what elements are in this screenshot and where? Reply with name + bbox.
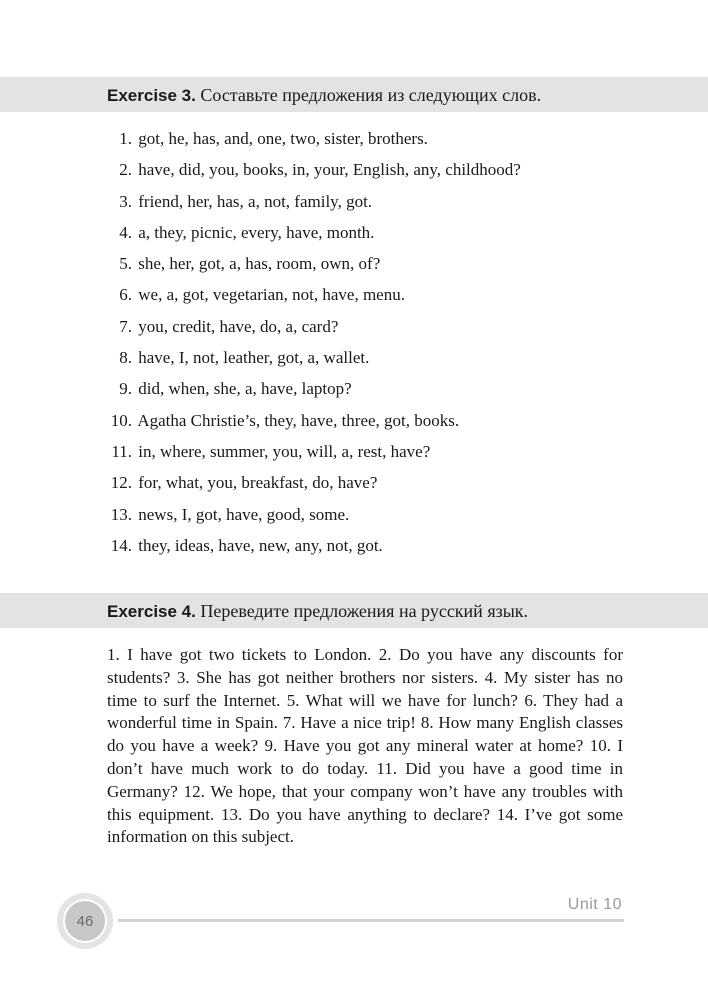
item-text: did, when, she, a, have, laptop? xyxy=(138,379,352,399)
item-number: 6. xyxy=(119,285,132,305)
exercise-4-title xyxy=(107,600,528,623)
item-number: 2. xyxy=(119,160,132,180)
item-text: for, what, you, breakfast, do, have? xyxy=(138,473,378,493)
unit-label: Unit 10 xyxy=(567,896,622,913)
list-item xyxy=(104,345,644,376)
item-text: have, I, not, leather, got, a, wallet. xyxy=(138,348,370,368)
page-number: 46 xyxy=(63,899,107,943)
item-text: a, they, picnic, every, have, month. xyxy=(138,222,375,242)
item-text: Agatha Christie’s, they, have, three, got, books. xyxy=(137,410,460,430)
exercise-3-label: Exercise 3. xyxy=(107,86,196,105)
exercise-3-title xyxy=(107,84,541,107)
footer-divider xyxy=(118,919,624,922)
list-item xyxy=(104,220,644,251)
item-text: she, her, got, a, has, room, own, of? xyxy=(138,254,381,274)
list-item xyxy=(104,126,644,157)
item-text: got, he, has, and, one, two, sister, brothers. xyxy=(138,129,428,148)
item-number: 1. xyxy=(119,129,132,148)
item-text: they, ideas, have, new, any, not, got. xyxy=(138,535,383,555)
item-number: 9. xyxy=(119,379,132,399)
exercise-3-list xyxy=(104,126,644,564)
item-number: 12. xyxy=(110,473,132,493)
exercise-3-instruction: Составьте предложения из следующих слов. xyxy=(200,85,542,105)
list-item xyxy=(104,282,644,313)
list-item xyxy=(104,251,644,282)
item-text: you, credit, have, do, a, card? xyxy=(138,316,339,336)
list-item xyxy=(104,408,644,439)
list-item xyxy=(104,376,644,407)
list-item xyxy=(104,470,644,501)
list-item xyxy=(104,439,644,470)
list-item xyxy=(104,502,644,533)
item-number: 14. xyxy=(110,535,132,555)
list-item xyxy=(104,314,644,345)
list-item xyxy=(104,157,644,188)
exercise-4-paragraph: 1. I have got two tickets to London. 2. Do you have any discounts for students? 3. She has got neither brothers nor sisters. 4. My sister has no time to surf the Internet. 5. What will we have for lunch? 6. They had a wonderful time in Spain. 7. Have a nice trip! 8. How many English classes do you have a week? 9. Have you got any mineral water at home? 10. I don’t have much work to do today. 11. Did you have a good time in Germany? 12. We hope, that your company won’t have any troubles with this equipment. 13. Do you have anything to declare? 14. I’ve got some information on this subject. xyxy=(107,645,623,847)
item-text: we, a, got, vegetarian, not, have, menu. xyxy=(138,285,405,305)
item-number: 7. xyxy=(119,316,132,336)
list-item xyxy=(104,533,644,564)
exercise-4-label: Exercise 4. xyxy=(107,602,196,621)
item-number: 3. xyxy=(119,191,132,211)
item-number: 4. xyxy=(119,222,132,242)
item-text: friend, her, has, a, not, family, got. xyxy=(138,191,373,211)
exercise-4-header xyxy=(0,593,708,628)
item-number: 10. xyxy=(110,410,132,430)
item-number: 13. xyxy=(110,504,132,524)
item-number: 8. xyxy=(119,348,132,368)
exercise-4-instruction: Переведите предложения на русский язык. xyxy=(200,601,529,621)
item-number: 5. xyxy=(119,254,132,274)
item-text: in, where, summer, you, will, a, rest, have? xyxy=(138,441,431,461)
list-item xyxy=(104,189,644,220)
item-number: 11. xyxy=(111,441,132,461)
item-text: news, I, got, have, good, some. xyxy=(138,504,350,524)
exercise-3-header xyxy=(0,77,708,112)
item-text: have, did, you, books, in, your, English, any, childhood? xyxy=(138,160,521,180)
